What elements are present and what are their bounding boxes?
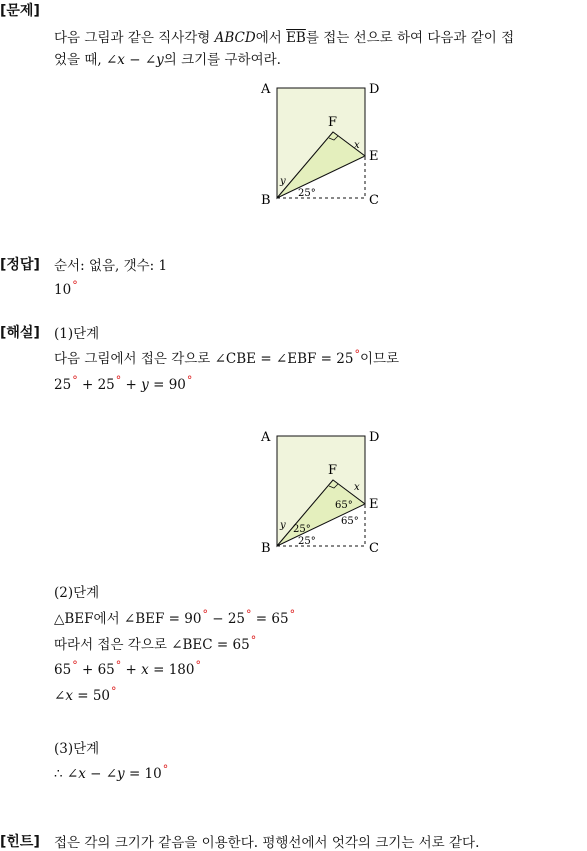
fig2-angle-25-upper: 25° [293, 524, 311, 535]
step-2-line-2: 따라서 접은 각으로 ∠BEC = 65° [54, 634, 257, 653]
fig2-angle-25-lower: 25° [298, 536, 316, 547]
problem-line-1: 다음 그림과 같은 직사각형 ABCD에서 $\overline{EB}$를 접는 선으로 하여 다음과 같이 접 [54, 30, 515, 46]
step-3-line-1: ∴ ∠x − ∠y = 10° [54, 763, 169, 782]
fig1-angle-y: y [280, 176, 286, 187]
step-1-line-2: 25° + 25° + y = 90° [54, 374, 193, 393]
step-2-line-4: ∠x = 50° [54, 685, 117, 704]
figure-1 [255, 76, 395, 212]
hint-label: [힌트] [0, 834, 40, 850]
fig2-label-E: E [369, 497, 379, 512]
fig2-angle-y: y [280, 520, 286, 531]
fig1-label-F: F [328, 115, 338, 130]
fig1-label-D: D [369, 82, 380, 97]
fig2-angle-65-lower: 65° [341, 516, 359, 527]
fig1-angle-25: 25° [298, 188, 316, 199]
fig2-label-D: D [369, 430, 380, 445]
fig2-label-B: B [261, 541, 271, 556]
step-3-title: (3)단계 [54, 741, 100, 757]
fig2-label-A: A [261, 430, 271, 445]
answer-value: 10° [54, 279, 78, 298]
fig1-label-C: C [369, 193, 379, 208]
answer-meta: 순서: 없음, 갯수: 1 [54, 258, 168, 274]
fig1-angle-x: x [354, 140, 360, 151]
solution-label: [해설] [0, 325, 40, 341]
fig1-label-E: E [369, 149, 379, 164]
step-2-title: (2)단계 [54, 585, 100, 601]
answer-label: [정답] [0, 257, 40, 273]
problem-line-2: 었을 때, ∠x − ∠y의 크기를 구하여라. [54, 52, 281, 68]
fig2-angle-x: x [354, 482, 360, 493]
fig2-label-C: C [369, 541, 379, 556]
figure-2 [255, 424, 395, 560]
step-1-title: (1)단계 [54, 326, 100, 342]
fig1-label-A: A [261, 82, 271, 97]
fig2-angle-65-upper: 65° [335, 500, 353, 511]
step-2-line-3: 65° + 65° + x = 180° [54, 659, 201, 678]
step-1-line-1: 다음 그림에서 접은 각으로 ∠CBE = ∠EBF = 25°이므로 [54, 348, 400, 367]
hint-text: 접은 각의 크기가 같음을 이용한다. 평행선에서 엇각의 크기는 서로 같다. [54, 835, 480, 851]
fig1-label-B: B [261, 193, 271, 208]
fig2-label-F: F [328, 463, 338, 478]
step-2-line-1: △BEF에서 ∠BEF = 90° − 25° = 65° [54, 608, 296, 627]
problem-label: [문제] [0, 3, 40, 19]
